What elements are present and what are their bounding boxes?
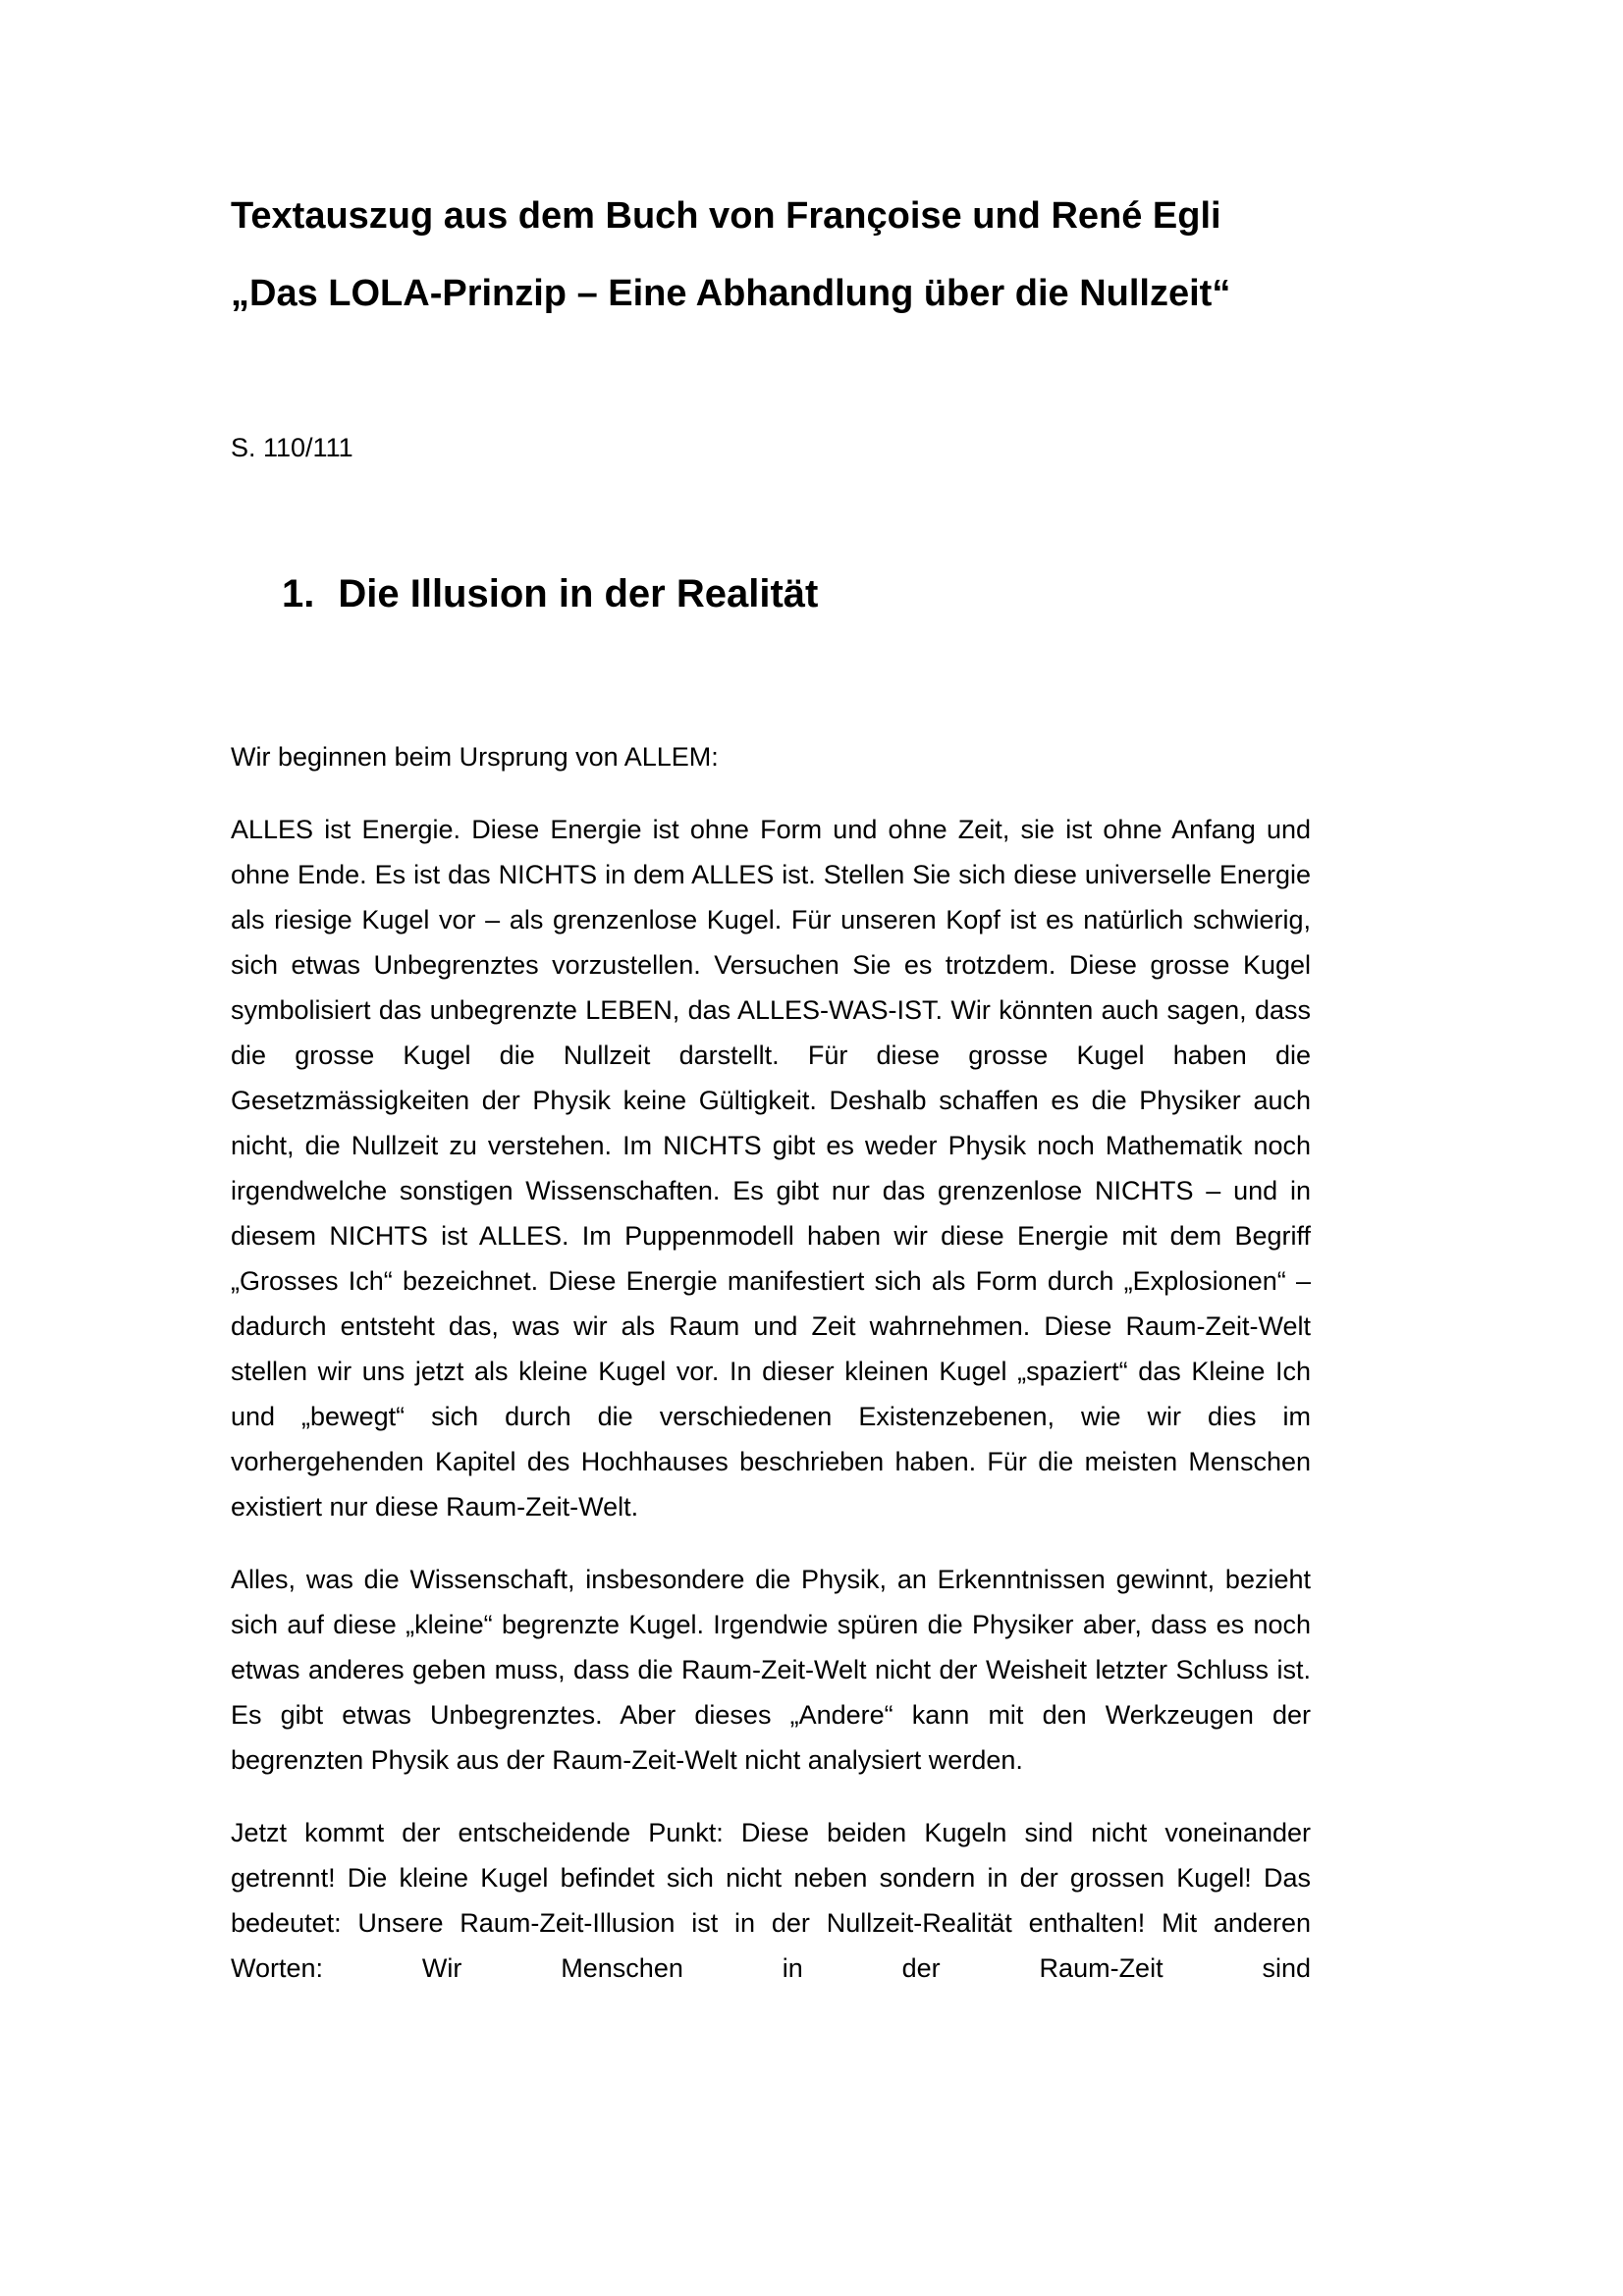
section-heading xyxy=(282,570,1311,617)
paragraph: Jetzt kommt der entscheidende Punkt: Diese beiden Kugeln sind nicht voneinander getrennt! Die kleine Kugel befindet sich nicht neben sondern in der grossen Kugel! Das bedeutet: Unsere Raum-Zeit-Illusion ist in der Nullzeit-Realität enthalten! Mit anderen Worten: Wir Menschen in der Raum-Zeit sind xyxy=(231,1818,1311,1983)
paragraph: ALLES ist Energie. Diese Energie ist ohne Form und ohne Zeit, sie ist ohne Anfang und ohne Ende. Es ist das NICHTS in dem ALLES ist. Stellen Sie sich diese universelle Energie als riesige Kugel vor – als grenzenlose Kugel. Für unseren Kopf ist es natürlich schwierig, sich etwas Unbegrenztes vorzustellen. Versuchen Sie es trotzdem. Diese grosse Kugel symbolisiert das unbegrenzte LEBEN, das ALLES-WAS-IST. Wir könnten auch sagen, dass die grosse Kugel die Nullzeit darstellt. Für diese grosse Kugel haben die Gesetzmässigkeiten der Physik keine Gültigkeit. Deshalb schaffen es die Physiker auch nicht, die Nullzeit zu verstehen. Im NICHTS gibt es weder Physik noch Mathematik noch irgendwelche sonstigen Wissenschaften. Es gibt nur das grenzenlose NICHTS – und in diesem NICHTS ist ALLES. Im Puppenmodell haben wir diese Energie mit dem Begriff „Grosses Ich“ bezeichnet. Diese Energie manifestiert sich als Form durch „Explosionen“ – dadurch entsteht das, was wir als Raum und Zeit wahrnehmen. Diese Raum-Zeit-Welt stellen wir uns jetzt als kleine Kugel vor. In dieser kleinen Kugel „spaziert“ das Kleine Ich und „bewegt“ sich durch die verschiedenen Existenzebenen, wie wir dies im vorhergehenden Kapitel des Hochhauses beschrieben haben. Für die meisten Menschen existiert nur diese Raum-Zeit-Welt. xyxy=(231,815,1311,1522)
paragraph-intro: Wir beginnen beim Ursprung von ALLEM: xyxy=(231,742,719,772)
document-title: Textauszug aus dem Buch von Françoise und René Egli xyxy=(231,195,1221,237)
section-heading-text: Die Illusion in der Realität xyxy=(338,572,819,615)
section-heading-number: 1. xyxy=(282,572,315,615)
paragraph: Alles, was die Wissenschaft, insbesondere die Physik, an Erkenntnissen gewinnt, bezieht sich auf diese „kleine“ begrenzte Kugel. Irgendwie spüren die Physiker aber, dass es noch etwas anderes geben muss, dass die Raum-Zeit-Welt nicht der Weisheit letzter Schluss ist. Es gibt etwas Unbegrenztes. Aber dieses „Andere“ kann mit den Werkzeugen der begrenzten Physik aus der Raum-Zeit-Welt nicht analysiert werden. xyxy=(231,1565,1311,1775)
document-subtitle: „Das LOLA-Prinzip – Eine Abhandlung über die Nullzeit“ xyxy=(231,273,1231,314)
page-reference: S. 110/111 xyxy=(231,433,353,462)
body-text xyxy=(231,734,1311,1991)
